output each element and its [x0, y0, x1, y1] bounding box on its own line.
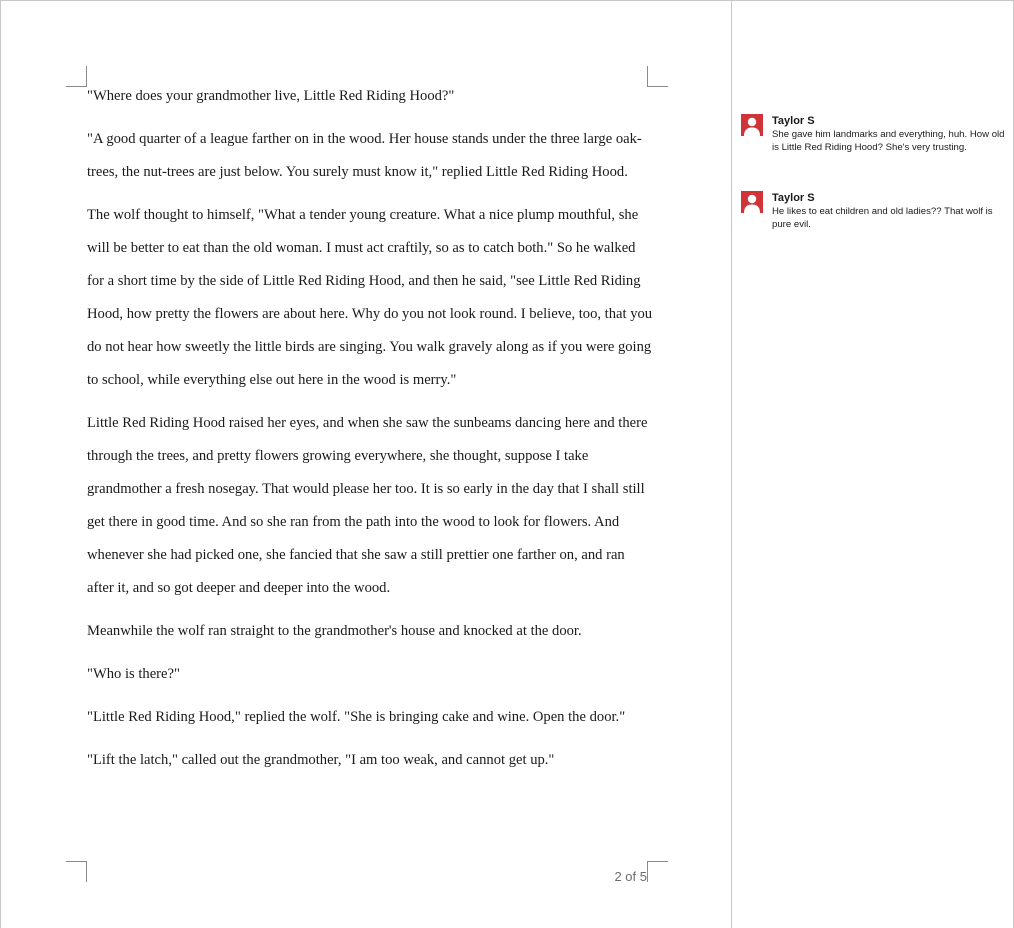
document-body[interactable] — [87, 80, 656, 787]
crop-mark-bottom-left — [66, 861, 87, 882]
paragraph[interactable]: "Lift the latch," called out the grandmother, "I am too weak, and cannot get up." — [87, 752, 555, 768]
paragraph[interactable]: "Who is there?" — [87, 666, 180, 682]
page-number: 2 of 5 — [614, 869, 647, 884]
comments-pane — [732, 1, 1013, 928]
paragraph[interactable]: The wolf thought to himself, "What a tender young creature. What a nice plump mouthful, she will be better to eat than the old woman. I must act craftily, so as to catch both." So he walked for a short time by the side of Little Red Riding Hood, and then he said, "see Little Red Riding Hood, how pretty the flowers are about here. Why do you not look round. I believe, too, that you do not hear how sweetly the little birds are singing. You walk gravely along as if you were going to school, while everything else out here in the wood is merry." — [87, 207, 656, 388]
paragraph[interactable]: "Little Red Riding Hood," replied the wolf. "She is bringing cake and wine. Open the door." — [87, 709, 626, 725]
crop-mark-bottom-right — [647, 861, 668, 882]
comment-text: He likes to eat children and old ladies?? That wolf is pure evil. — [772, 206, 993, 230]
person-icon — [741, 191, 763, 213]
document-page — [1, 1, 731, 928]
comment-text: She gave him landmarks and everything, huh. How old is Little Red Riding Hood? She's very trusting. — [772, 129, 1005, 153]
paragraph[interactable]: Meanwhile the wolf ran straight to the grandmother's house and knocked at the door. — [87, 623, 582, 639]
comment-author: Taylor S — [772, 192, 815, 204]
comment-author: Taylor S — [772, 115, 815, 127]
paragraph[interactable]: Little Red Riding Hood raised her eyes, and when she saw the sunbeams dancing here and there through the trees, and pretty flowers growing everywhere, she thought, suppose I take grandmother a fresh nosegay. That would please her too. It is so early in the day that I shall still get there in good time. And so she ran from the path into the wood to look for flowers. And whenever she had picked one, she fancied that she saw a still prettier one farther on, and ran after it, and so got deeper and deeper into the wood. — [87, 415, 652, 596]
crop-mark-top-left — [66, 66, 87, 87]
paragraph[interactable]: "A good quarter of a league farther on in the wood. Her house stands under the three large oak-trees, the nut-trees are just below. You surely must know it," replied Little Red Riding Hood. — [87, 131, 642, 180]
paragraph[interactable]: "Where does your grandmother live, Little Red Riding Hood?" — [87, 88, 455, 104]
person-icon — [741, 114, 763, 136]
